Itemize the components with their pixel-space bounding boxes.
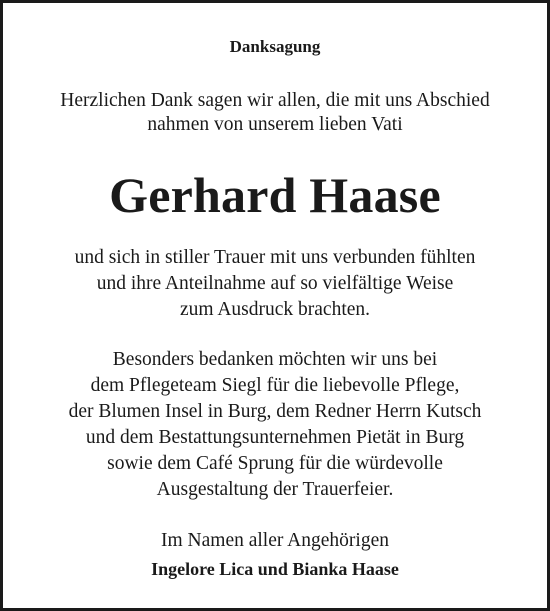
paragraph2-line-4: und dem Bestattungsunternehmen Pietät in Burg xyxy=(85,427,465,448)
paragraph1-line-3: zum Ausdruck brachten. xyxy=(179,299,371,320)
paragraph2-line-2: dem Pflegeteam Siegl für die liebevolle Pflege, xyxy=(90,375,460,396)
paragraph1-line-2: und ihre Anteilnahme auf so vielfältige Weise xyxy=(96,273,454,294)
deceased-name: Gerhard Haase xyxy=(109,167,441,223)
intro-line-1: Herzlichen Dank sagen wir allen, die mit uns Abschied xyxy=(60,90,490,111)
paragraph1-line-1: und sich in stiller Trauer mit uns verbunden fühlten xyxy=(74,247,476,268)
paragraph2-line-6: Ausgestaltung der Trauerfeier. xyxy=(156,479,394,500)
paragraph2-line-1: Besonders bedanken möchten wir uns bei xyxy=(112,349,438,370)
paragraph2-line-5: sowie dem Café Sprung für die würdevolle xyxy=(107,453,443,474)
closing-line: Im Namen aller Angehörigen xyxy=(161,530,389,551)
intro-line-2: nahmen von unserem lieben Vati xyxy=(147,114,403,135)
signature: Ingelore Lica und Bianka Haase xyxy=(151,559,399,579)
notice-heading: Danksagung xyxy=(229,37,321,56)
paragraph2-line-3: der Blumen Insel in Burg, dem Redner Herrn Kutsch xyxy=(68,401,482,422)
